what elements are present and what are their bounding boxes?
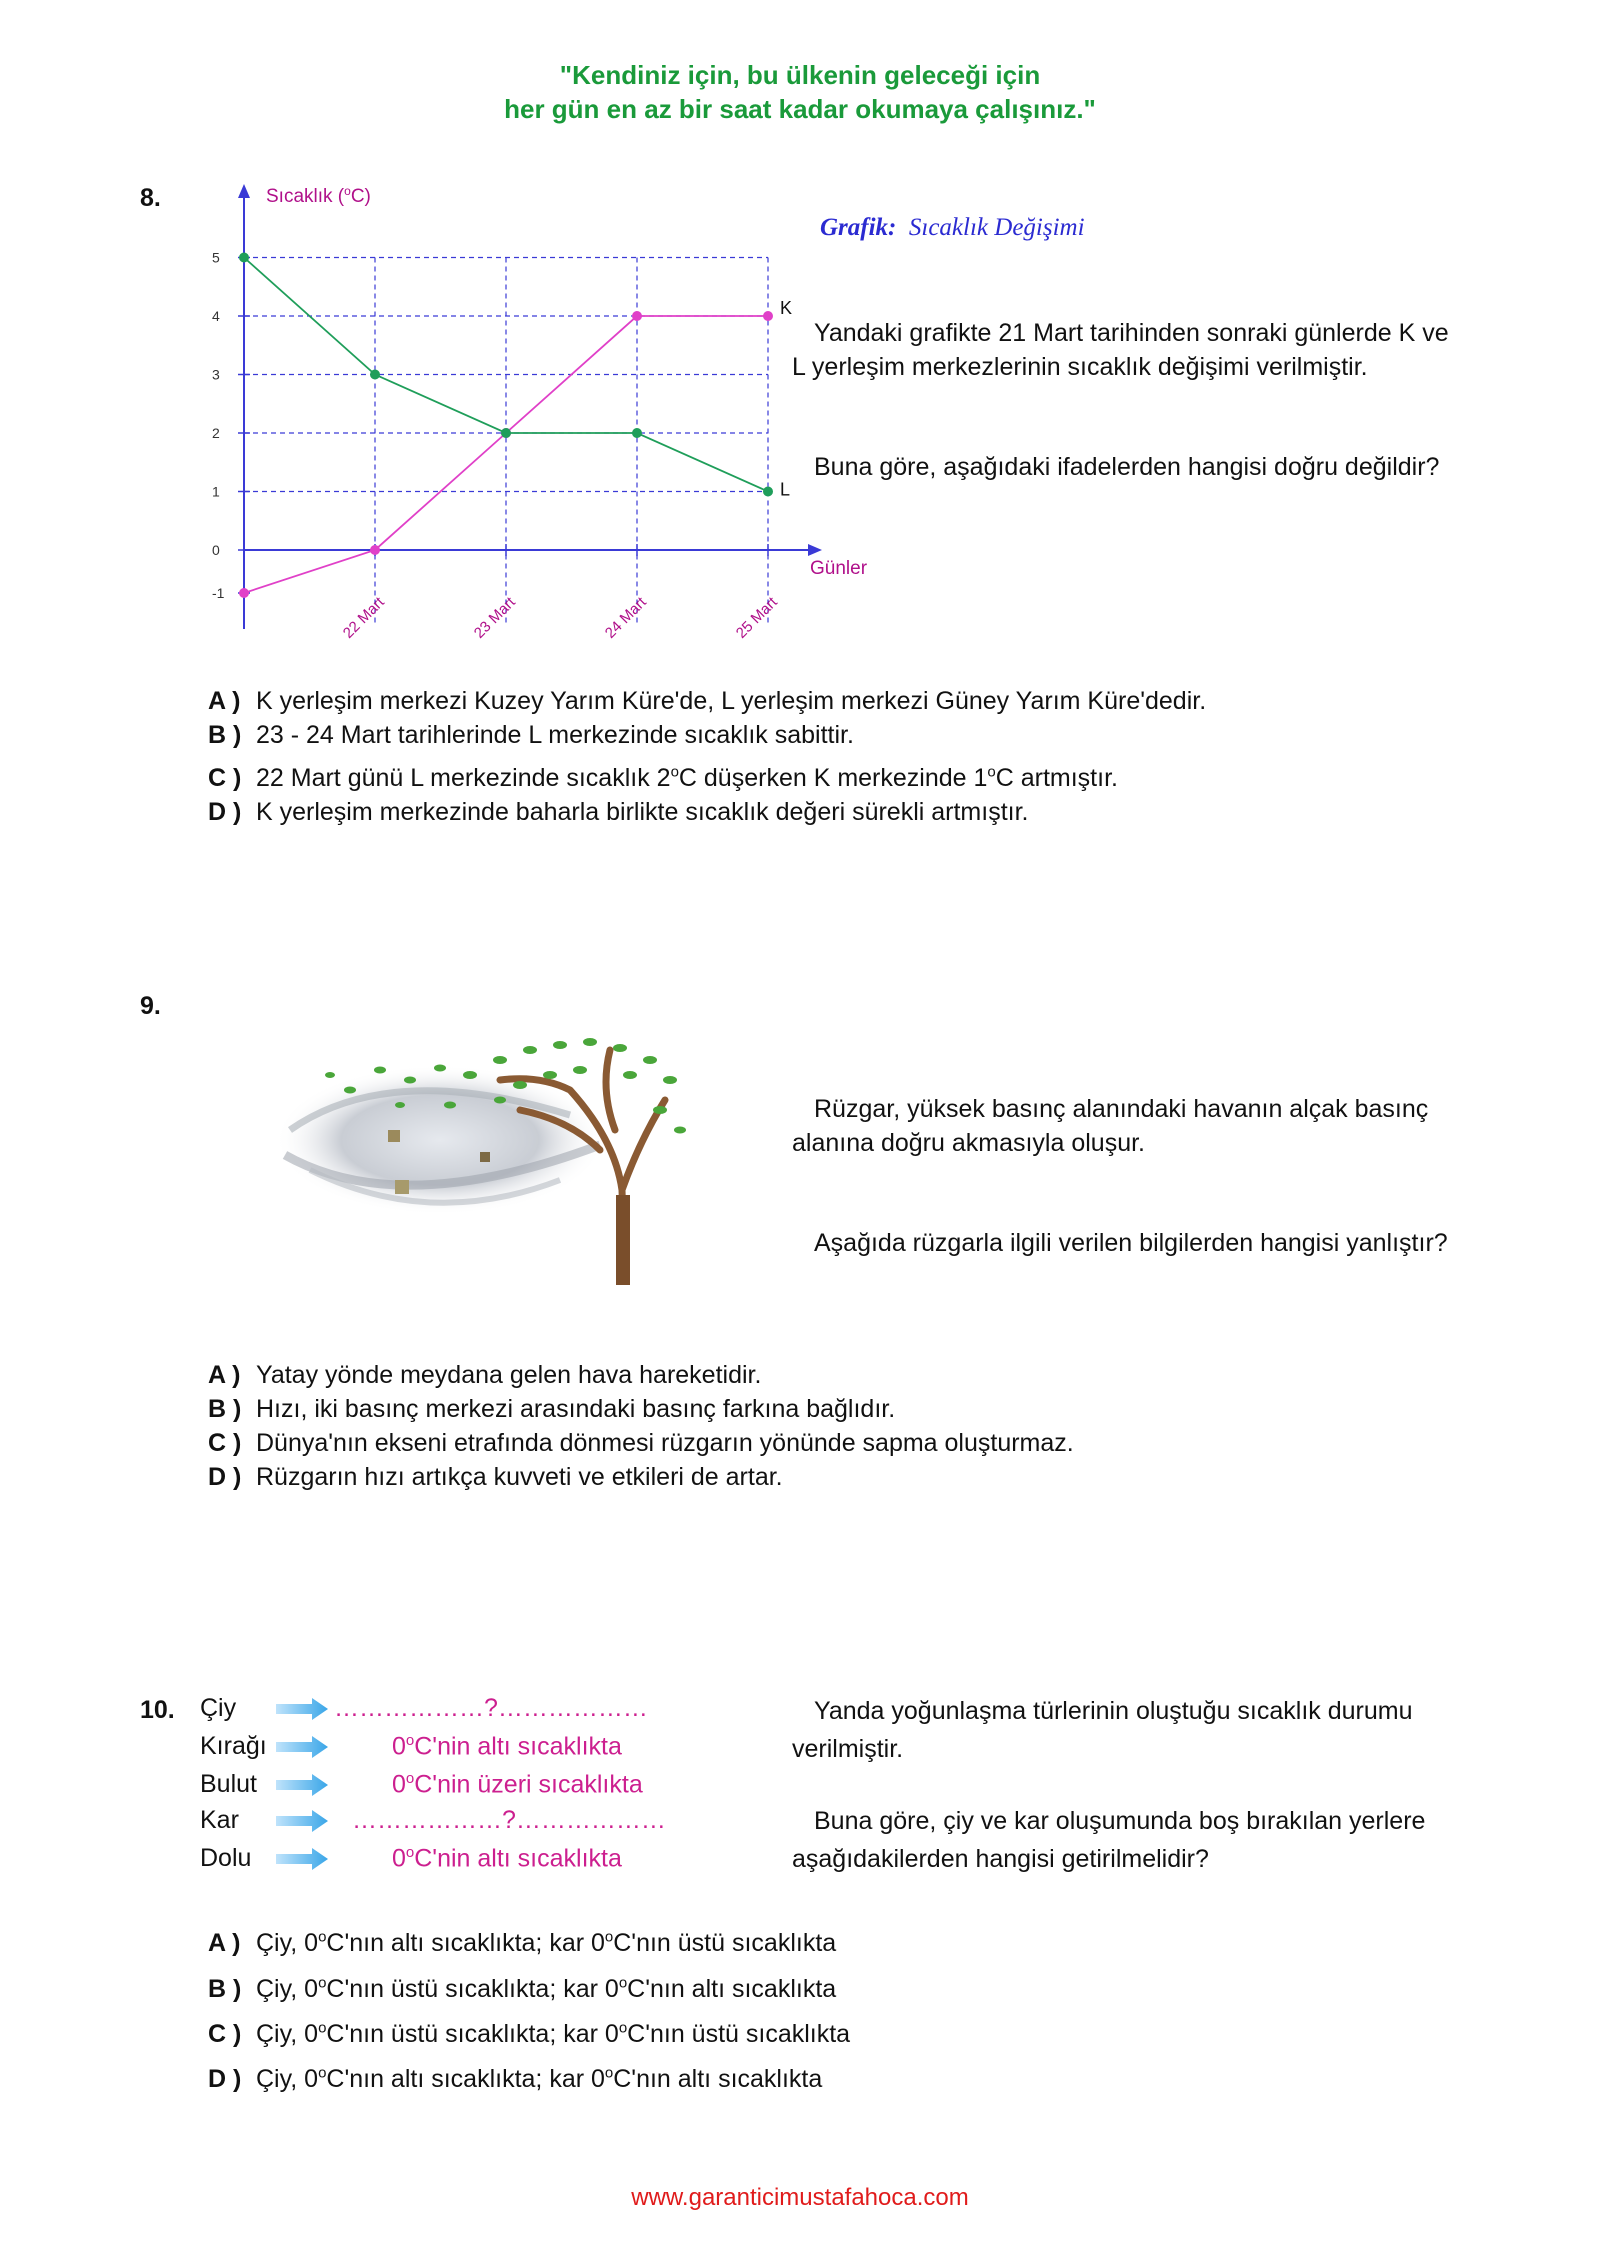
motto-line-1: "Kendiniz için, bu ülkenin geleceği için [559, 60, 1041, 90]
option-text: Çiy, 0$^o$C'nın üstü sıcaklıkta; kar 0$^o$C'nın altı sıcaklıkta [256, 1974, 837, 2003]
option-letter: C ) [208, 1429, 242, 1457]
option-letter: C ) [208, 764, 242, 793]
option-c[interactable] [208, 1426, 1074, 1460]
option-text: Rüzgarın hızı artıkça kuvveti ve etkileri de artar. [256, 1463, 783, 1491]
option-letter: D ) [208, 1463, 242, 1491]
y-tick-label: 3 [212, 366, 220, 383]
y-tick-label: 0 [212, 542, 220, 558]
row-label: Dolu [200, 1844, 252, 1872]
question-number: 8. [140, 184, 161, 212]
q8-text-1: Yandaki grafikte 21 Mart tarihinden sonraki günlerde K ve L yerleşim merkezlerinin sıcaklık değişimi verilmiştir. [792, 319, 1449, 381]
x-tick-label: 25 Mart [732, 593, 781, 642]
question-number: 10. [140, 1696, 175, 1724]
y-tick-label: -1 [212, 585, 225, 601]
row-label: Çiy [200, 1694, 237, 1722]
data-point-k [239, 588, 249, 598]
option-text: Çiy, 0$^o$C'nın altı sıcaklıkta; kar 0$^o$C'nın üstü sıcaklıkta [256, 1929, 837, 1958]
option-letter: C ) [208, 2019, 242, 2048]
option-text: K yerleşim merkezinde baharla birlikte sıcaklık değeri sürekli artmıştır. [256, 798, 1029, 827]
option-letter: B ) [208, 1974, 242, 2003]
option-c[interactable] [208, 2009, 850, 2054]
option-letter: B ) [208, 1395, 242, 1423]
option-letter: A ) [208, 1361, 241, 1389]
option-letter: D ) [208, 798, 242, 827]
option-b[interactable] [208, 1963, 850, 2008]
data-point-l [501, 428, 511, 438]
option-b[interactable] [208, 718, 1206, 752]
arrow-right-icon [276, 1736, 328, 1765]
option-a[interactable] [208, 1918, 850, 1963]
q8-options [208, 684, 1206, 829]
y-axis-arrow-icon [238, 184, 250, 198]
x-tick-label: 23 Mart [470, 593, 519, 642]
data-point-l [632, 428, 642, 438]
q10-text-1: Yanda yoğunlaşma türlerinin oluştuğu sıcaklık durumu verilmiştir. [792, 1697, 1413, 1763]
option-text: Dünya'nın ekseni etrafında dönmesi rüzgarın yönünde sapma oluşturmaz. [256, 1429, 1074, 1457]
option-letter: A ) [208, 687, 241, 715]
condensation-table [200, 1694, 760, 1882]
option-text: K yerleşim merkezi Kuzey Yarım Küre'de, L yerleşim merkezi Güney Yarım Küre'dedir. [256, 687, 1207, 715]
y-tick-label: 2 [212, 425, 220, 441]
condensation-row [200, 1732, 760, 1770]
data-point-l [763, 487, 773, 497]
arrow-right-icon [276, 1774, 328, 1803]
option-d[interactable] [208, 795, 1206, 829]
option-text: Çiy, 0$^o$C'nın altı sıcaklıkta; kar 0$^o$C'nın altı sıcaklıkta [256, 2064, 823, 2094]
question-number: 9. [140, 992, 161, 1020]
option-letter: B ) [208, 721, 242, 749]
row-label: Kırağı [200, 1732, 267, 1760]
row-label: Bulut [200, 1770, 257, 1798]
option-b[interactable] [208, 1392, 1074, 1426]
graph-title-label: Grafik: [820, 214, 897, 241]
data-point-k [632, 311, 642, 321]
option-c[interactable] [208, 756, 1206, 795]
row-value: ………………?……………… [334, 1694, 648, 1722]
x-axis-title: Günler [810, 558, 868, 579]
option-text: 22 Mart günü L merkezinde sıcaklık 2$^o$C düşerken K merkezinde 1$^o$C artmıştır. [256, 764, 1118, 793]
arrow-right-icon [276, 1810, 328, 1839]
q10-options [208, 1918, 850, 2099]
arrow-right-icon [276, 1848, 328, 1877]
graph-title [820, 214, 1085, 242]
data-point-k [763, 311, 773, 321]
data-point-l [370, 370, 380, 380]
option-text: 23 - 24 Mart tarihlerinde L merkezinde sıcaklık sabittir. [256, 721, 854, 749]
option-a[interactable] [208, 1358, 1074, 1392]
q9-text-1: Rüzgar, yüksek basınç alanındaki havanın alçak basınç alanına doğru akmasıyla oluşur. [792, 1095, 1429, 1157]
option-letter: A ) [208, 1929, 241, 1958]
q10-text-2: Buna göre, çiy ve kar oluşumunda boş bırakılan yerlere aşağıdakilerden hangisi getirilmelidir? [792, 1807, 1426, 1873]
option-text: Yatay yönde meydana gelen hava hareketidir. [256, 1361, 762, 1389]
condensation-row [200, 1844, 760, 1882]
condensation-row [200, 1694, 760, 1732]
row-value: 0$^o$C'nin altı sıcaklıkta [392, 1844, 622, 1873]
option-d[interactable] [208, 2054, 850, 2099]
x-tick-label: 24 Mart [601, 593, 650, 642]
graph-title-text: Sıcaklık Değişimi [908, 214, 1085, 241]
y-tick-label: 4 [212, 308, 220, 324]
option-text: Hızı, iki basınç merkezi arasındaki basınç farkına bağlıdır. [256, 1395, 896, 1423]
data-point-k [370, 545, 380, 555]
row-label: Kar [200, 1806, 239, 1834]
option-d[interactable] [208, 1460, 1074, 1494]
y-tick-label: 1 [212, 483, 220, 500]
condensation-row [200, 1806, 760, 1844]
option-letter: D ) [208, 2065, 242, 2094]
q9-text-2: Aşağıda rüzgarla ilgili verilen bilgilerden hangisi yanlıştır? [814, 1229, 1448, 1257]
row-value: 0$^o$C'nin üzeri sıcaklıkta [392, 1770, 643, 1799]
windblown-tree-icon [270, 1020, 710, 1290]
condensation-row [200, 1770, 760, 1806]
footer-url[interactable]: www.garanticimustafahoca.com [631, 2184, 969, 2211]
q9-options [208, 1358, 1074, 1494]
option-a[interactable] [208, 684, 1206, 718]
row-value: ………………?……………… [352, 1806, 666, 1834]
x-tick-label: 22 Mart [339, 593, 388, 642]
x-axis-arrow-icon [808, 544, 822, 556]
series-label-k: K [780, 298, 793, 318]
option-text: Çiy, 0$^o$C'nın üstü sıcaklıkta; kar 0$^o$C'nın üstü sıcaklıkta [256, 2019, 851, 2048]
q8-text-2: Buna göre, aşağıdaki ifadelerden hangisi doğru değildir? [814, 453, 1440, 481]
y-axis-title: Sıcaklık ($^o$C) [266, 184, 371, 207]
y-tick-label: 5 [212, 249, 220, 266]
series-label-l: L [780, 479, 791, 500]
row-value: 0$^o$C'nin altı sıcaklıkta [392, 1732, 622, 1761]
arrow-right-icon [276, 1698, 328, 1727]
data-point-l [239, 253, 249, 263]
motto-line-2: her gün en az bir saat kadar okumaya çalışınız." [504, 94, 1096, 124]
